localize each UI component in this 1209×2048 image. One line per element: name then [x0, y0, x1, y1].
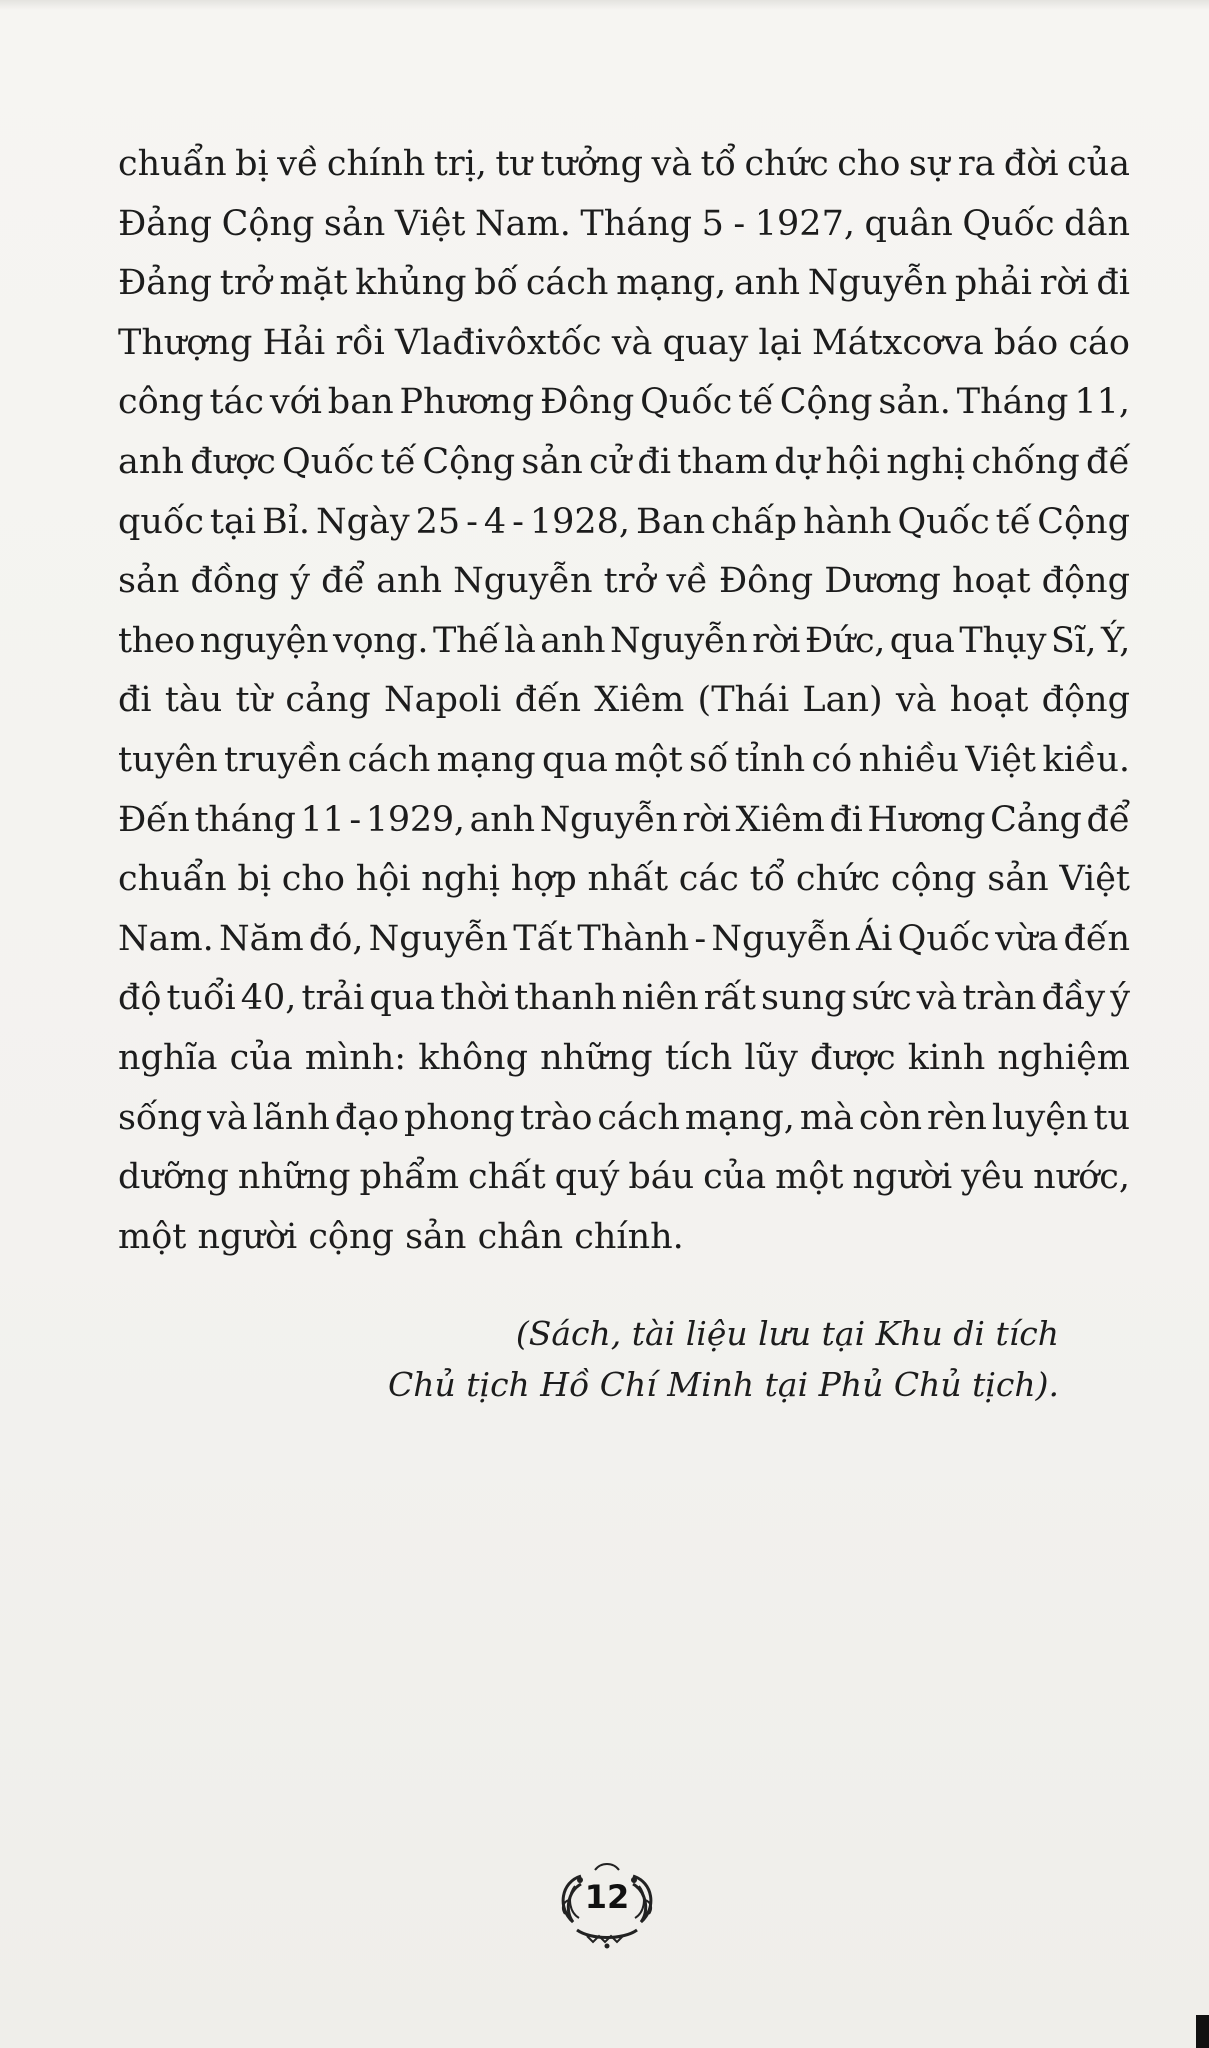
- paragraph-line: độ tuổi 40, trải qua thời thanh niên rất sung sức và tràn đầy ý: [118, 978, 1130, 1019]
- paragraph-line: công tác với ban Phương Đông Quốc tế Cộng sản. Tháng 11,: [118, 382, 1130, 423]
- page-top-edge: [0, 0, 1209, 10]
- citation-line: (Sách, tài liệu lưu tại Khu di tích: [515, 1314, 1059, 1353]
- paragraph-line: một người cộng sản chân chính.: [118, 1216, 684, 1257]
- paragraph-line: tuyên truyền cách mạng qua một số tỉnh có nhiều Việt kiều.: [118, 739, 1130, 780]
- citation-line: Chủ tịch Hồ Chí Minh tại Phủ Chủ tịch).: [388, 1365, 1059, 1404]
- page-number: 12: [584, 1878, 630, 1916]
- paragraph-line: sống và lãnh đạo phong trào cách mạng, mà còn rèn luyện tu: [118, 1097, 1130, 1138]
- source-citation: [359, 1308, 1059, 1410]
- paragraph-line: Đến tháng 11 - 1929, anh Nguyễn rời Xiêm đi Hương Cảng để: [118, 799, 1130, 840]
- page-number-ornament: [547, 1856, 667, 1952]
- body-paragraph: [118, 135, 1130, 1267]
- paragraph-line: đi tàu từ cảng Napoli đến Xiêm (Thái Lan) và hoạt động: [118, 680, 1130, 721]
- paragraph-line: anh được Quốc tế Cộng sản cử đi tham dự hội nghị chống đế: [118, 441, 1130, 482]
- paragraph-line: nghĩa của mình: không những tích lũy được kinh nghiệm: [118, 1037, 1130, 1078]
- paragraph-line: theo nguyện vọng. Thế là anh Nguyễn rời Đức, qua Thụy Sĩ, Ý,: [118, 620, 1130, 661]
- paragraph-line: chuẩn bị cho hội nghị hợp nhất các tổ chức cộng sản Việt: [118, 859, 1130, 900]
- paragraph-line: sản đồng ý để anh Nguyễn trở về Đông Dương hoạt động: [118, 561, 1130, 602]
- paragraph-line: Nam. Năm đó, Nguyễn Tất Thành - Nguyễn Ái Quốc vừa đến: [118, 918, 1130, 959]
- paragraph-line: Đảng trở mặt khủng bố cách mạng, anh Nguyễn phải rời đi: [118, 263, 1130, 304]
- paragraph-line: Đảng Cộng sản Việt Nam. Tháng 5 - 1927, quân Quốc dân: [118, 203, 1130, 244]
- paragraph-line: quốc tại Bỉ. Ngày 25 - 4 - 1928, Ban chấp hành Quốc tế Cộng: [118, 501, 1130, 542]
- paragraph-line: chuẩn bị về chính trị, tư tưởng và tổ chức cho sự ra đời của: [118, 144, 1130, 184]
- paragraph-line: dưỡng những phẩm chất quý báu của một người yêu nước,: [118, 1157, 1130, 1198]
- paragraph-line: Thượng Hải rồi Vlađivôxtốc và quay lại Mátxcơva báo cáo: [118, 322, 1130, 363]
- page-corner-mark: [1196, 2015, 1209, 2048]
